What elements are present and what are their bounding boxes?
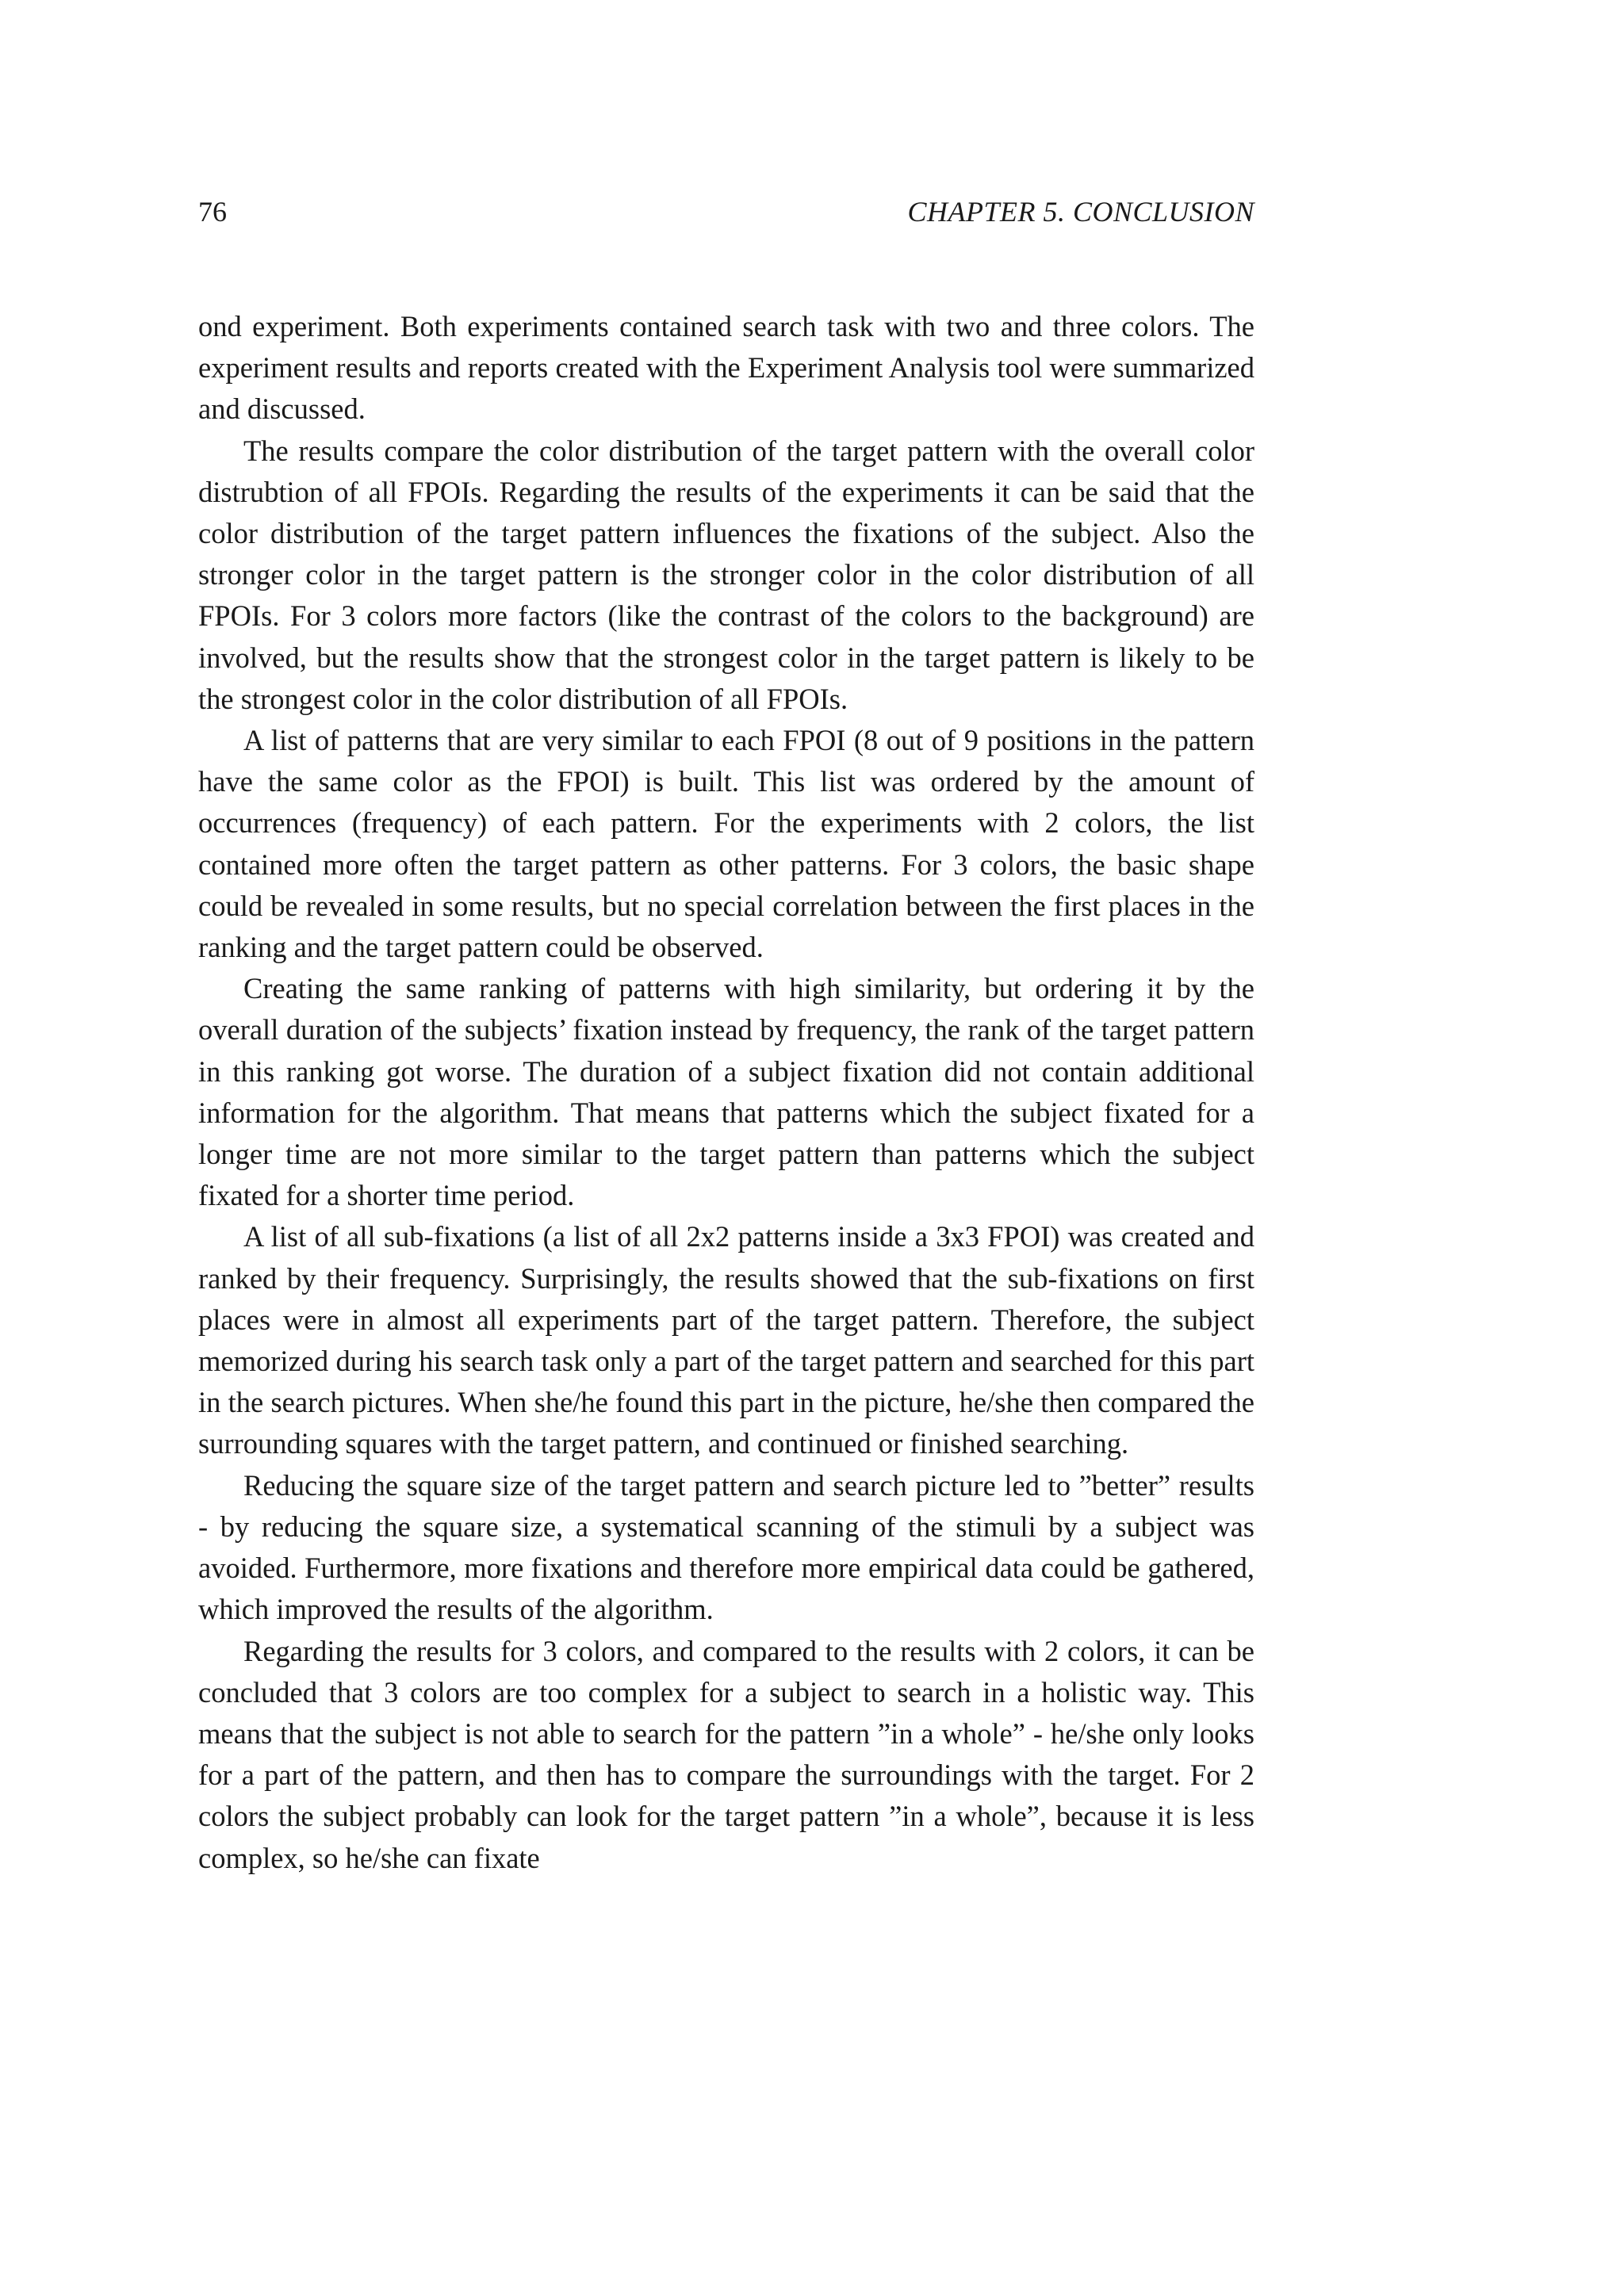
chapter-title: CHAPTER 5. CONCLUSION xyxy=(907,196,1254,228)
body-text xyxy=(198,306,1254,1879)
paragraph-similar-patterns: A list of patterns that are very similar to each FPOI (8 out of 9 positions in the pattern have the same color as the FPOI) is built. This list was ordered by the amount of occurrences (frequency) of each pattern. For the experiments with 2 colors, the list contained more often the target pattern as other patterns. For 3 colors, the basic shape could be revealed in some results, but no special correlation between the first places in the ranking and the target pattern could be observed. xyxy=(198,724,1254,964)
paragraph-square-size: Reducing the square size of the target pattern and search picture led to ”better” results - by reducing the square size, a systematical scanning of the stimuli by a subject was avoided. Furthermore, more fixations and therefore more empirical data could be gathered, which improved the results of the algorithm. xyxy=(198,1468,1254,1626)
paragraph-fixation-duration: Creating the same ranking of patterns with high similarity, but ordering it by the overall duration of the subjects’ fixation instead by frequency, the rank of the target pattern in this ranking got worse. The duration of a subject fixation did not contain additional information for the algorithm. That means that patterns which the subject fixated for a longer time are not more similar to the target pattern than patterns which the subject fixated for a shorter time period. xyxy=(198,972,1254,1212)
running-head xyxy=(198,192,1254,232)
paragraph-continuation: ond experiment. Both experiments contained search task with two and three colors. The experiment results and reports created with the Experiment Analysis tool were summarized and discussed. xyxy=(198,310,1254,426)
paragraph-three-colors: Regarding the results for 3 colors, and compared to the results with 2 colors, it can be concluded that 3 colors are too complex for a subject to search in a holistic way. This means that the subject is not able to search for the pattern ”in a whole” - he/she only looks for a part of the pattern, and then has to compare the surroundings with the target. For 2 colors the subject probably can look for the target pattern ”in a whole”, because it is less complex, so he/she can fixate xyxy=(198,1634,1254,1874)
page-number: 76 xyxy=(198,196,227,228)
paragraph-sub-fixations: A list of all sub-fixations (a list of all 2x2 patterns inside a 3x3 FPOI) was created and ranked by their frequency. Surprisingly, the results showed that the sub-fixations on first places were in almost all experiments part of the target pattern. Therefore, the subject memorized during his search task only a part of the target pattern and searched for this part in the search pictures. When she/he found this part in the picture, he/she then compared the surrounding squares with the target pattern, and continued or finished searching. xyxy=(198,1220,1254,1460)
paragraph-color-distribution: The results compare the color distribution of the target pattern with the overall color distrubtion of all FPOIs. Regarding the results of the experiments it can be said that the color distribution of the target pattern influences the fixations of the subject. Also the stronger color in the target pattern is the stronger color in the color distribution of all FPOIs. For 3 colors more factors (like the contrast of the colors to the background) are involved, but the results show that the strongest color in the target pattern is likely to be the strongest color in the color distribution of all FPOIs. xyxy=(198,434,1254,715)
